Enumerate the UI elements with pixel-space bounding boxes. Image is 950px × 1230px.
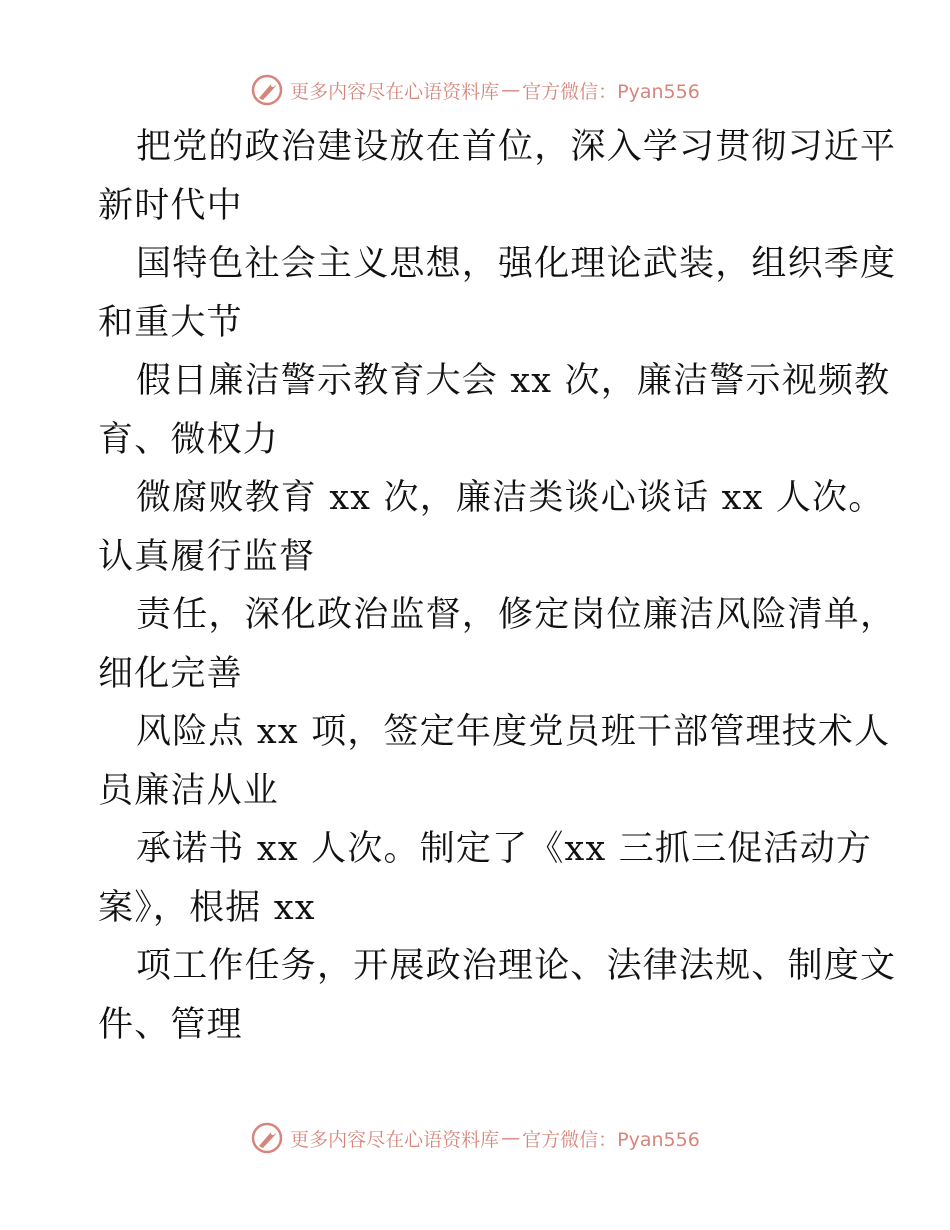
header-watermark-separator: — — [501, 79, 521, 101]
body-line-8: 认真履行监督 — [98, 536, 316, 577]
body-line-6: 育、微权力 — [98, 419, 280, 460]
header-watermark — [0, 70, 950, 110]
body-line-4: 和重大节 — [98, 302, 243, 343]
body-line-13: 承诺书 xx 人次。制定了《xx 三抓三促活动方 — [136, 829, 873, 869]
body-line-16: 件、管理 — [98, 1004, 243, 1045]
body-line-14: 案》，根据 xx — [98, 887, 316, 928]
pen-nib-logo-icon — [250, 73, 284, 107]
body-line-12: 员廉洁从业 — [98, 770, 280, 811]
footer-watermark-separator: — — [501, 1127, 521, 1149]
header-watermark-text: 更多内容尽在心语资料库 — [290, 80, 500, 103]
body-line-15: 项工作任务，开展政治理论、法律法规、制度文 — [136, 946, 897, 986]
pen-nib-logo-icon — [250, 1121, 284, 1155]
footer-watermark-text: 更多内容尽在心语资料库 — [290, 1128, 500, 1151]
body-line-7: 微腐败教育 xx 次，廉洁类谈心谈话 xx 人次。 — [136, 478, 885, 518]
body-line-9: 责任，深化政治监督，修定岗位廉洁风险清单， — [136, 595, 897, 635]
body-line-10: 细化完善 — [98, 653, 243, 694]
footer-watermark — [0, 1118, 950, 1158]
body-line-2: 新时代中 — [98, 185, 243, 226]
header-watermark-wechat: 官方微信：Pyan556 — [522, 80, 700, 103]
document-body — [98, 118, 897, 1054]
body-line-11: 风险点 xx 项，签定年度党员班干部管理技术人 — [136, 712, 891, 752]
body-line-3: 国特色社会主义思想，强化理论武装，组织季度 — [136, 244, 897, 284]
footer-watermark-wechat: 官方微信：Pyan556 — [522, 1128, 700, 1151]
body-line-1: 把党的政治建设放在首位，深入学习贯彻习近平 — [136, 127, 897, 167]
body-line-5: 假日廉洁警示教育大会 xx 次，廉洁警示视频教 — [136, 361, 891, 401]
